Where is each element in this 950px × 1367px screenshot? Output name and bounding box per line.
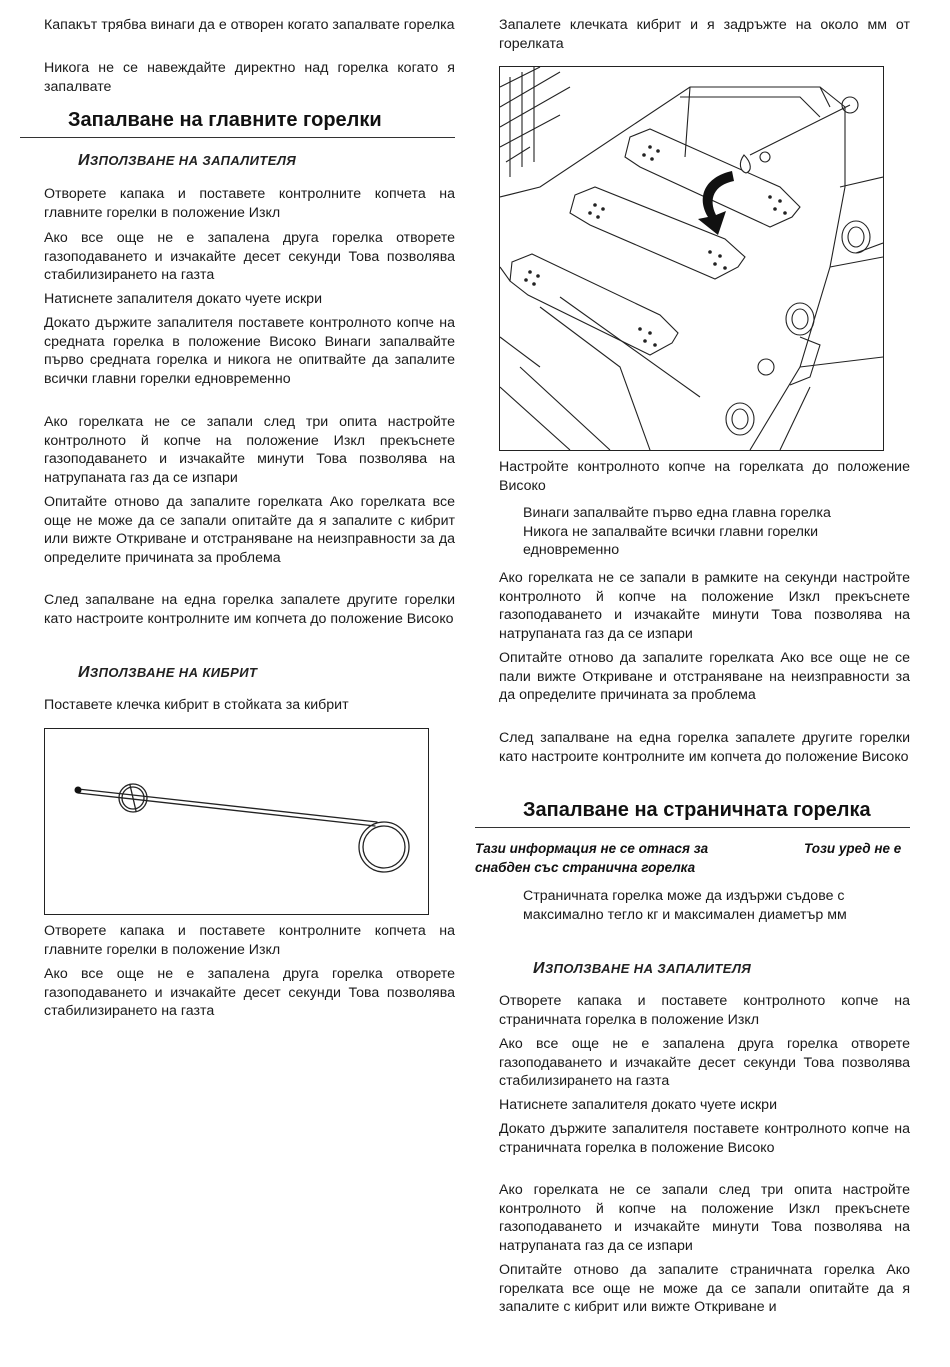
match-holder-figure [44,728,429,915]
main-burners-heading: Запалване на главните горелки [68,109,382,131]
side-step-2: Ако все още не е запалена друга горелка отворете газоподаването и изчакайте десет секунди Това позволява стабилизирането на газта [499,1036,910,1090]
side-capacity-text: Страничната горелка може да издържи съдове с максимално тегло кг и максимален диаметър мм [523,888,847,923]
side-using-igniter-subheading: ИЗПОЛЗВАНЕ НА ЗАПАЛИТЕЛЯ [533,960,752,977]
side-step-1: Отворете капака и поставете контролното копче на страничната горелка в положение Изкл [499,993,910,1028]
light-match-text: Запалете клечката кибрит и я задръжте на около мм от горелката [499,17,910,52]
grill-lighting-figure [499,66,884,451]
igniter-step-6: Опитайте отново да запалите горелката Ако горелката все още не може да се запали опитайте да я запалите с кибрит или вижте Откриване и отстраняване на неизправности за да определите причината за проблема [44,494,455,567]
lean-warning-text: Никога не се навеждайте директно над горелка когато я запалвате [44,60,455,95]
side-note-c: снабден със странична горелка [475,860,696,875]
side-heading-rule [475,827,910,828]
note-line-2: Никога не запалвайте всички главни горелки едновременно [523,523,819,559]
igniter-step-3: Натиснете запалителя докато чуете искри [44,291,322,307]
always-light-note [523,504,910,560]
grill-burners-illustration [500,67,883,450]
side-step-4: Докато държите запалителя поставете контролното копче на страничната горелка в положение Високо [499,1121,910,1156]
place-match-text: Поставете клечка кибрит в стойката за кибрит [44,697,349,713]
side-step-3: Натиснете запалителя докато чуете искри [499,1097,777,1113]
igniter-step-5: Ако горелката не се запали след три опита настройте контролното й копче на положение Изкл прекъснете газоподаването и изчакайте минути Това позволява на натрупаната газ да се изпари [44,414,455,487]
igniter-step-2: Ако все още не е запалена друга горелка отворете газоподаването и изчакайте десет секунди Това позволява стабилизирането на газта [44,230,455,284]
using-match-subheading: ИЗПОЛЗВАНЕ НА КИБРИТ [78,664,258,681]
match-step-2: Ако все още не е запалена друга горелка отворете газоподаването и изчакайте десет секунди Това позволява стабилизирането на газта [44,966,455,1020]
side-burner-heading: Запалване на страничната горелка [523,799,871,821]
right-step-2: Опитайте отново да запалите горелката Ако все още не се пали вижте Откриване и отстраняване на неизправности за да определите причината за проблема [499,650,910,704]
igniter-step-4: Докато държите запалителя поставете контролното копче на средната горелка в положение Високо Винаги запалвайте първо средната горелка и никога не опитвайте да запалите всички главни горелки едновременно [44,315,455,388]
side-note-a: Тази информация не се отнася за [475,841,709,856]
match-step-1: Отворете капака и поставете контролните копчета на главните горелки в положение Изкл [44,923,455,958]
igniter-step-7: След запалване на една горелка запалете другите горелки като настроите контролните им копчета до положение Високо [44,592,455,627]
right-step-3: След запалване на една горелка запалете другите горелки като настроите контролните им копчета до положение Високо [499,730,910,765]
using-igniter-subheading: ИЗПОЛЗВАНЕ НА ЗАПАЛИТЕЛЯ [78,152,297,169]
right-step-1: Ако горелката не се запали в рамките на секунди настройте контролното й копче на положение Изкл прекъснете газоподаването и изчакайте минути Това позволява на натрупаната газ да се изпари [499,570,910,643]
set-high-text: Настройте контролното копче на горелката до положение Високо [499,459,910,494]
lid-warning-text: Капакът трябва винаги да е отворен когато запалвате горелка [44,17,455,33]
match-holder-illustration [45,729,428,914]
side-step-6: Опитайте отново да запалите страничната горелка Ако горелката все още не може да се запали опитайте да я запалите с кибрит или вижте Откриване и [499,1262,910,1316]
heading-rule [20,137,455,138]
side-note-b: Този уред не е [804,841,902,856]
igniter-step-1: Отворете капака и поставете контролните копчета на главните горелки в положение Изкл [44,186,455,221]
side-step-5: Ако горелката не се запали след три опита настройте контролното й копче на положение Изкл прекъснете газоподаването и изчакайте минути Това позволява на натрупаната газ да се изпари [499,1182,910,1255]
note-line-1: Винаги запалвайте първо една главна горелка [523,505,831,521]
